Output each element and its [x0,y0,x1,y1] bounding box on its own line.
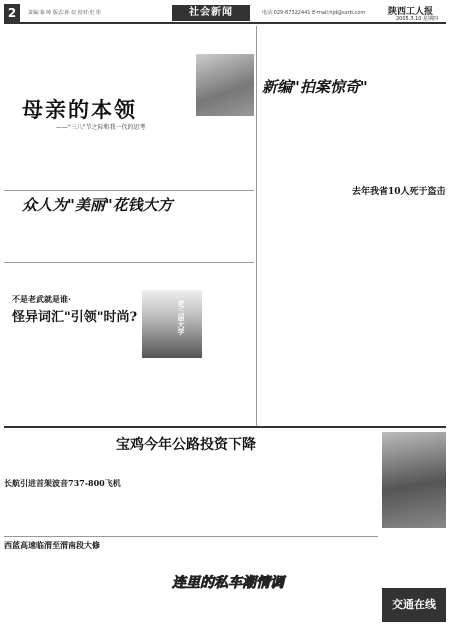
article-text [384,28,446,124]
article-text [4,266,100,292]
photo-traffic [382,432,446,528]
article-text [384,252,446,424]
article-text [276,540,326,624]
article-text [260,252,318,424]
article-text [258,98,380,186]
article-text [4,132,100,186]
article-text [80,326,138,422]
article-text [182,456,246,532]
article-text [320,432,378,532]
article-text [4,492,104,532]
article-text [258,28,318,72]
article-text [322,28,380,72]
kicker-mother: ——"三八"节之际和我一代的思考 [56,124,146,131]
article-text [168,214,254,260]
section-title: 社会新闻 [172,5,250,21]
article-text [4,214,80,260]
article-text [330,540,378,624]
article-text [4,554,58,624]
article-text [116,540,168,624]
article-text [54,432,104,474]
column-divider [256,26,257,426]
page-header [4,4,446,24]
headline-guai-line1: 不是老武就是谁· [12,294,71,304]
divider [4,536,378,537]
article-text [322,252,380,424]
contact-info: 电话:029-87322441 E-mail:hjd@sxrb.com [262,10,366,16]
divider [4,190,254,191]
article-text [104,132,194,186]
article-text [206,290,254,358]
headline-xinbian: 新编"拍案惊奇" [262,78,368,96]
article-text [260,190,348,248]
masthead: 陕西工人报 [388,7,434,17]
divider [4,426,446,428]
traffic-online-banner: 交通在线 [382,588,446,622]
headline-highway: 宝鸡今年公路投资下降 [116,437,256,453]
article-text [250,456,316,532]
article-text [172,592,272,624]
photo-top-center [196,54,254,116]
article-text [4,28,74,90]
article-text [104,266,188,292]
book-cover-image [142,290,202,358]
article-text [352,198,446,248]
article-text [78,28,150,90]
article-text [4,432,50,474]
article-text [84,214,164,260]
issue-date: 2005.3.10 星期四 [396,16,439,22]
article-text [172,540,272,570]
headline-xilan: 西蓝高速临渭至渭南段大修 [4,540,100,550]
book-cover-title: 老三届大学 [177,300,186,335]
headline-beauty: 众人为"美丽"花钱大方 [22,196,173,214]
divider [4,262,254,263]
headline-mother: 母亲的本领 [22,97,137,122]
article-text [384,128,446,158]
headline-flight: 长航引进首架波音737-800飞机 [4,478,121,488]
article-text [62,540,112,624]
article-text [112,456,178,532]
article-text [4,326,76,422]
headline-stolen-money: 去年我省10人死于盗击 [352,187,446,197]
headline-guai-line2: 怪异词汇"引领"时尚? [12,310,138,325]
page-number: 2 [4,4,20,22]
article-text [142,362,254,422]
editor-credits: 责编:秦 岭 版式:孙 辰 校对:史 彤 [28,10,102,16]
headline-private-car: 连里的私车潮情调 [172,575,284,591]
